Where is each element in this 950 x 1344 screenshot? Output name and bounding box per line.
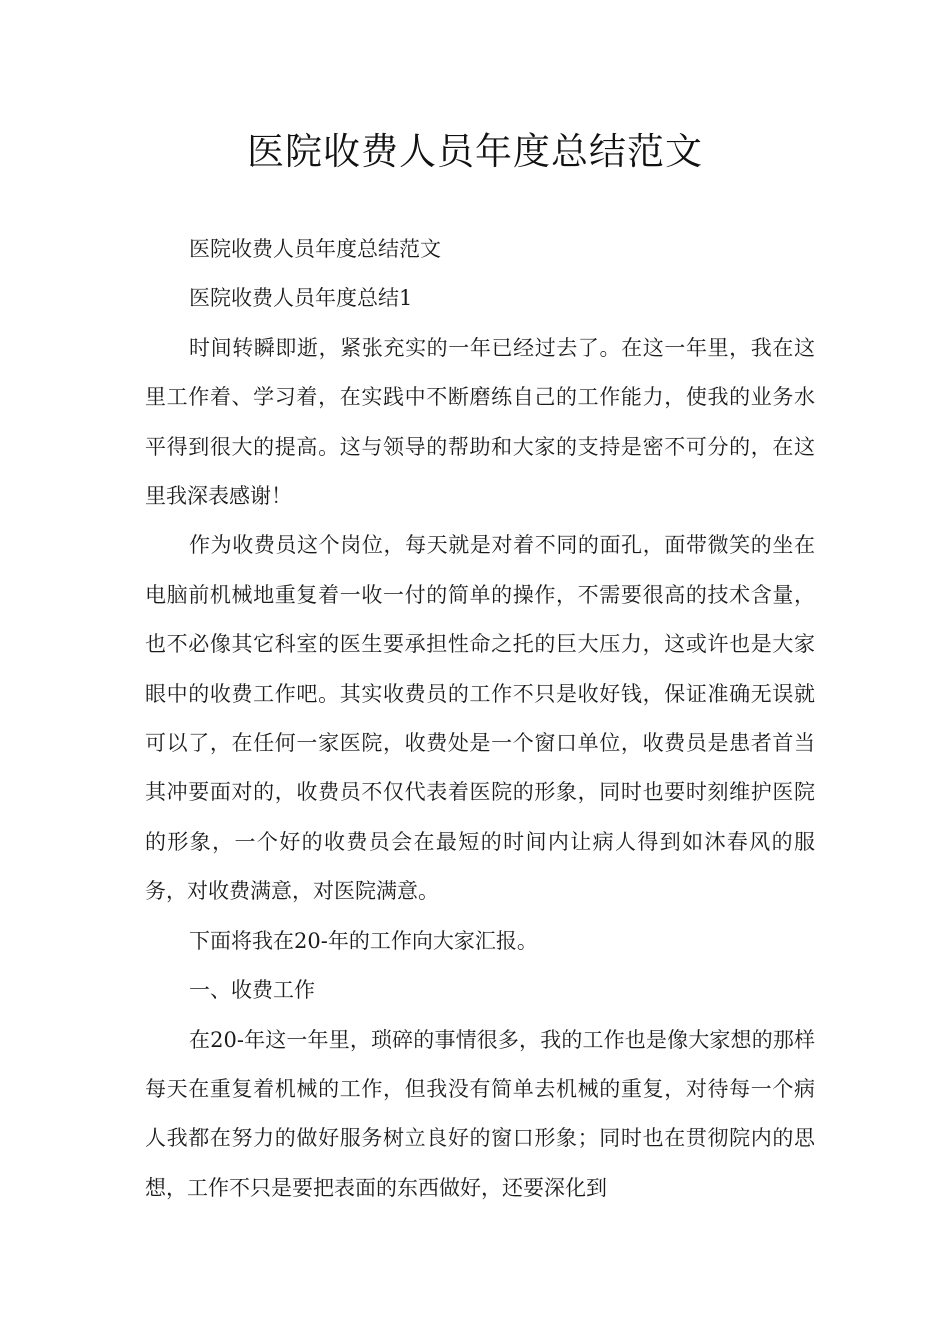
- paragraph-subtitle: 医院收费人员年度总结范文: [189, 237, 441, 261]
- paragraph-heading-fees-work: 一、收费工作: [189, 978, 315, 1003]
- document-title: 医院收费人员年度总结范文: [247, 130, 703, 173]
- paragraph-section-heading: 医院收费人员年度总结1: [189, 286, 413, 311]
- paragraph: 下面将我在20-年的工作向大家汇报。: [189, 928, 538, 953]
- paragraph: 时间转瞬即逝，紧张充实的一年已经过去了。在这一年里，我在这里工作着、学习着，在实践中不断磨练自己的工作能力，使我的业务水平得到很大的提高。这与领导的帮助和大家的支持是密不可分的，在这里我深表感谢！: [145, 335, 815, 509]
- paragraph: 在20-年这一年里，琐碎的事情很多，我的工作也是像大家想的那样每天在重复着机械的工作，但我没有简单去机械的重复，对待每一个病人我都在努力的做好服务树立良好的窗口形象；同时也在贯彻院内的思想，工作不只是要把表面的东西做好，还要深化到: [145, 1027, 815, 1200]
- document-body: [145, 225, 815, 1213]
- paragraph: 作为收费员这个岗位，每天就是对着不同的面孔，面带微笑的坐在电脑前机械地重复着一收一付的简单的操作，不需要很高的技术含量，也不必像其它科室的医生要承担性命之托的巨大压力，这或许也是大家眼中的收费工作吧。其实收费员的工作不只是收好钱，保证准确无误就可以了，在任何一家医院，收费处是一个窗口单位，收费员是患者首当其冲要面对的，收费员不仅代表着医院的形象，同时也要时刻维护医院的形象，一个好的收费员会在最短的时间内让病人得到如沐春风的服务，对收费满意，对医院满意。: [145, 533, 815, 904]
